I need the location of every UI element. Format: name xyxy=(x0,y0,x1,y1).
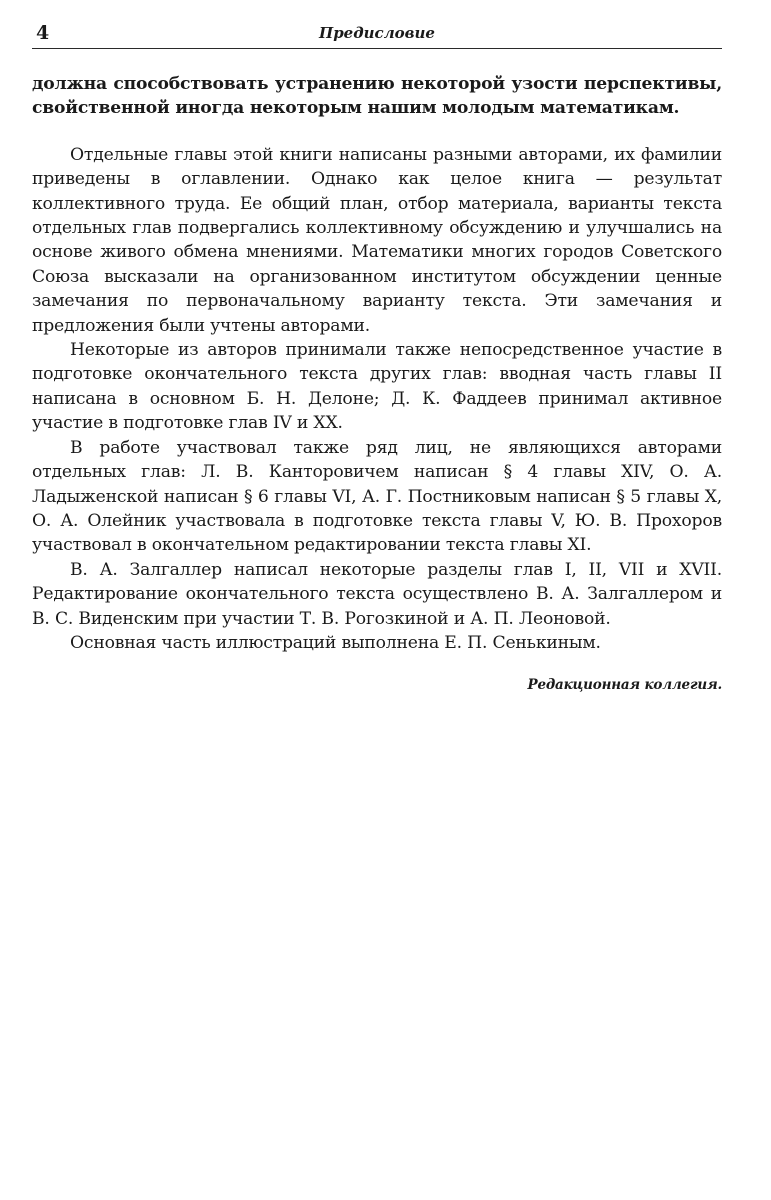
paragraph-editing: В. А. Залгаллер написал некоторые разделы глав I, II, VII и XVII. Редактирование окончательного текста осуществлено В. А. Залгаллером и В. С. Виденским при участии Т. В. Рогозкиной и А. П. Леоновой. xyxy=(32,559,722,629)
paragraph-illustrations: Основная часть иллюстраций выполнена Е. П. Сенькиным. xyxy=(70,632,601,653)
body-text xyxy=(32,72,722,698)
running-title: Предисловие xyxy=(319,24,435,42)
paragraph-participation: Некоторые из авторов принимали также непосредственное участие в подготовке окончательного текста других глав: вводная часть главы II написана в основном Б. Н. Делоне; Д. К. Фаддеев принимал активное участие в подготовке глав IV и XX. xyxy=(32,340,722,434)
paragraph-continuation: должна способствовать устранению некоторой узости перспективы, свойственной иногда некоторым нашим молодым математикам. xyxy=(32,74,722,119)
paragraph-authors: Отдельные главы этой книги написаны разными авторами, их фамилии приведены в оглавлении. Однако как целое книга — результат коллективного труда. Ее общий план, отбор материала, варианты текста отдельных глав подвергались коллективному обсуждению и улучшались на основе живого обмена мнениями. Математики многих городов Советского Союза высказали на организованном институтом обсуждении ценные замечания по первоначальному варианту текста. Эти замечания и предложения были учтены авторами. xyxy=(32,144,722,336)
signature: Редакционная коллегия. xyxy=(527,677,722,694)
header-rule xyxy=(32,48,722,49)
page-number: 4 xyxy=(36,22,50,44)
paragraph-contributors: В работе участвовал также ряд лиц, не являющихся авторами отдельных глав: Л. В. Канторовичем написан § 4 главы XIV, О. А. Ладыженской написан § 6 главы VI, А. Г. Постниковым написан § 5 главы X, О. А. Олейник участвовала в подготовке текста главы V, Ю. В. Прохоров участвовал в окончательном редактировании текста главы XI. xyxy=(32,437,722,556)
page-header xyxy=(32,22,722,46)
